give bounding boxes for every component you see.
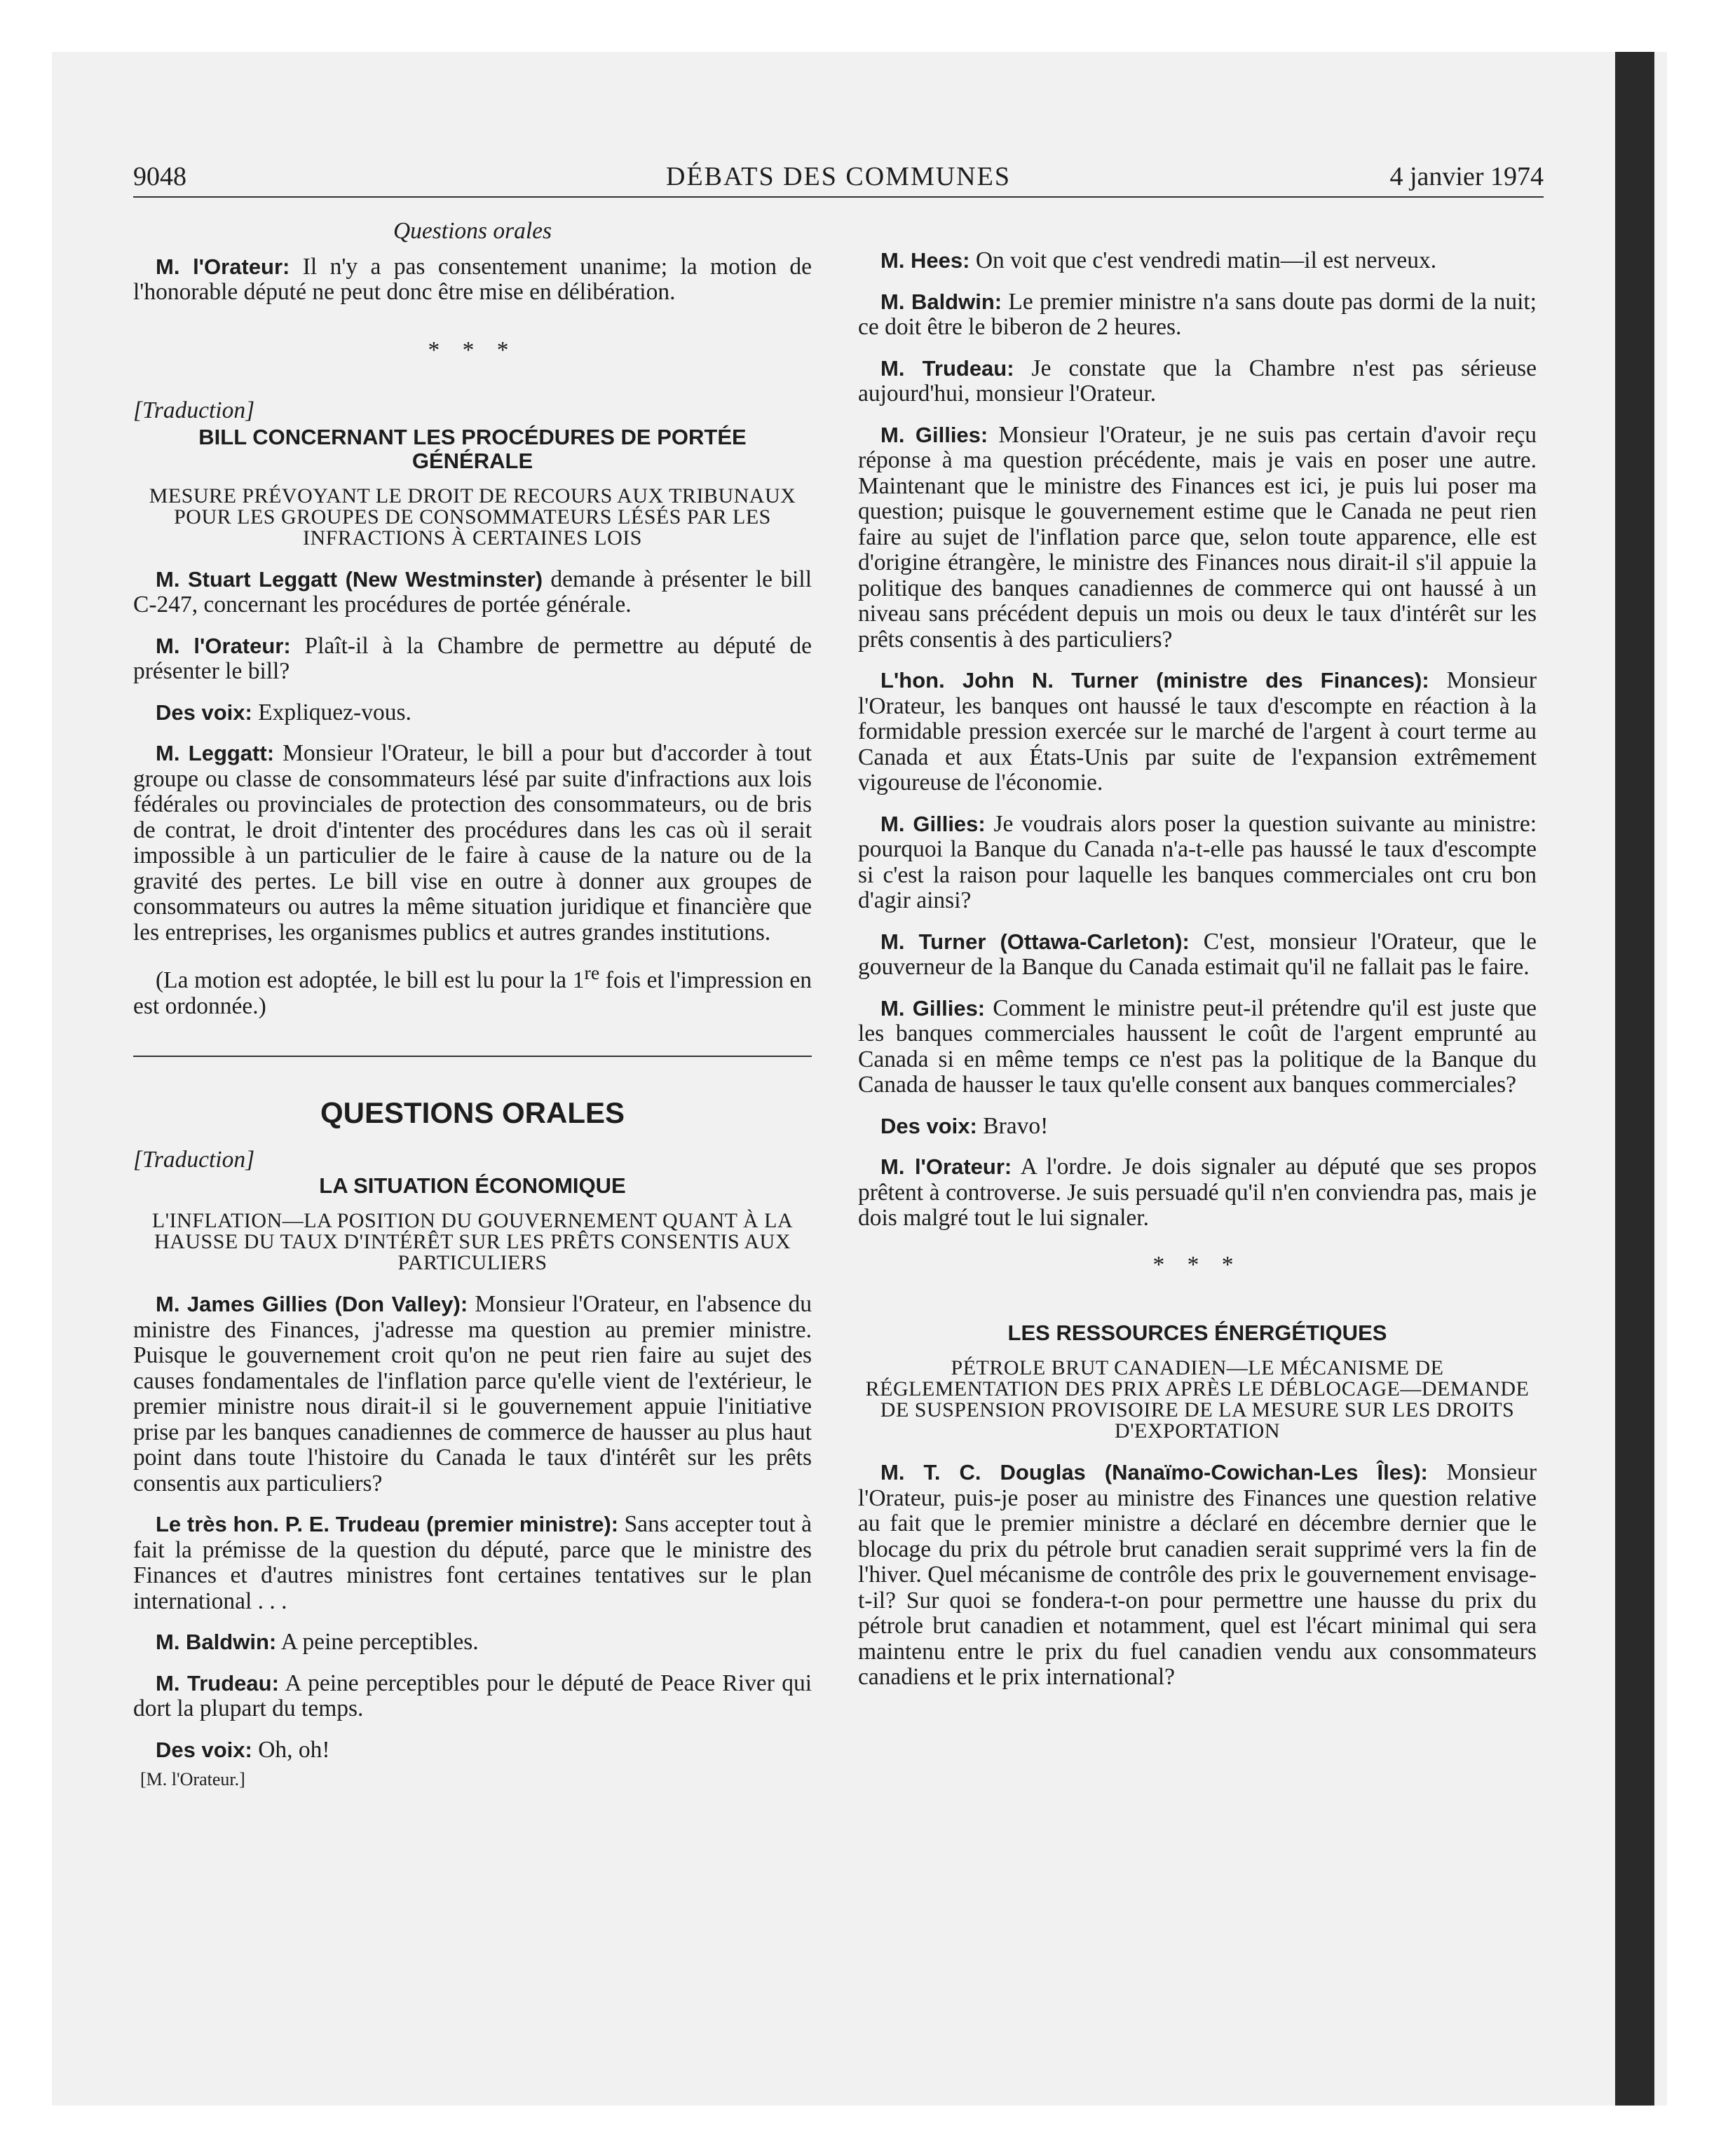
speech: Monsieur l'Orateur, puis-je poser au ministre des Finances une question relative au fait que le premier ministre a déclaré en décembre dernier que le blocage du prix du pétrole brut canadien serait supprimé vers la fin de l'hiver. Quel mécanisme de contrôle des prix le gouvernement envisage-t-il? Sur quoi se fondera-t-on pour permettre une hausse du prix du pétrole brut canadien et notamment, quel est l'écart minimal qui sera maintenu entre le prix du fuel canadien vendu aux consommateurs canadiens et le prix international? [858, 1459, 1537, 1690]
paragraph [133, 1671, 812, 1722]
paragraph [858, 668, 1537, 796]
speaker: M. l'Orateur: [156, 633, 291, 658]
section-subheading: MESURE PRÉVOYANT LE DROIT DE RECOURS AUX TRIBUNAUX POUR LES GROUPES DE CONSOMMATEURS LÉSÉS PAR LES INFRACTIONS À CERTAINES LOIS [149, 484, 796, 550]
paragraph [133, 700, 812, 726]
paragraph [133, 1738, 812, 1763]
speech: Bravo! [977, 1112, 1049, 1139]
speech: demande à présenter le bill C-247, concernant les procédures de portée générale. [133, 566, 812, 618]
speech: Je voudrais alors poser la question suivante au ministre: pourquoi la Banque du Canada n'a-t-elle pas haussé le taux d'escompte si c'est la raison pour laquelle les banques commerciales ont cru bon d'agir ainsi? [858, 810, 1537, 913]
speech: On voit que c'est vendredi matin—il est nerveux. [969, 247, 1437, 273]
major-heading: QUESTIONS ORALES [320, 1096, 625, 1130]
paragraph [858, 929, 1537, 981]
running-head: Questions orales [393, 218, 552, 244]
superscript: re [584, 962, 600, 984]
paragraph [858, 356, 1537, 407]
paragraph [858, 1154, 1537, 1231]
speech: Il n'y a pas consentement unanime; la motion de l'honorable député ne peut donc être mise en délibération. [133, 253, 812, 305]
paragraph [858, 1460, 1537, 1691]
paragraph [133, 741, 812, 946]
section-heading: BILL CONCERNANT LES PROCÉDURES DE PORTÉE GÉNÉRALE [198, 424, 747, 473]
section-subheading: PÉTROLE BRUT CANADIEN—LE MÉCANISME DE RÉGLEMENTATION DES PRIX APRÈS LE DÉBLOCAGE—DEMANDE DE SUSPENSION PROVISOIRE DE LA MESURE SUR LES DROITS D'EXPORTATION [865, 1356, 1530, 1442]
note-text: fois et l'impression en est ordonnée.) [133, 967, 812, 1019]
speaker: Des voix: [156, 1737, 252, 1762]
speech: A peine perceptibles pour le député de Peace River qui dort la plupart du temps. [133, 1670, 812, 1722]
speaker: M. Trudeau: [880, 355, 1014, 381]
section-separator: * * * [428, 336, 517, 363]
speaker: M. T. C. Douglas (Nanaïmo-Cowichan-Les Îles): [880, 1460, 1428, 1485]
speaker: Des voix: [156, 700, 252, 725]
page-number: 9048 [133, 162, 186, 191]
section-separator: * * * [1152, 1251, 1242, 1278]
paragraph [133, 1292, 812, 1496]
speech: Plaît-il à la Chambre de permettre au député de présenter le bill? [133, 632, 812, 684]
note-text: (La motion est adoptée, le bill est lu pour la 1 [156, 967, 585, 994]
speech: Monsieur l'Orateur, le bill a pour but d'accorder à tout groupe ou classe de consommateurs lésé par suite d'infractions aux lois fédérales ou provinciales de protection des consommateurs, ou de bris de contrat, le droit d'intenter des procédures dans les cas où il serait impossible à un particulier de le faire à cause de la nature ou de la gravité des pertes. Le bill vise en outre à donner aux groupes de consommateurs ou autres la même situation juridique et financière que les entreprises, les organismes publics et autres grandes institutions. [133, 740, 812, 946]
speech: C'est, monsieur l'Orateur, que le gouverneur de la Banque du Canada estimait qu'il ne fallait pas le faire. [858, 928, 1537, 980]
speech: Sans accepter tout à fait la prémisse de la question du député, parce que le ministre des Finances et d'autres ministres font certaines tentatives sur le plan international . . . [133, 1511, 812, 1614]
speaker: M. Gillies: [880, 811, 986, 836]
speaker: M. Gillies: [880, 422, 988, 447]
speaker: Des voix: [880, 1113, 977, 1138]
right-column [858, 248, 1537, 1706]
section-heading: LA SITUATION ÉCONOMIQUE [319, 1173, 626, 1199]
speaker: M. Gillies: [880, 995, 986, 1021]
procedural-note [133, 961, 812, 1019]
speaker: M. l'Orateur: [156, 254, 290, 279]
scan-edge [1615, 52, 1654, 2106]
speaker: L'hon. John N. Turner (ministre des Finances): [880, 668, 1429, 692]
section-heading: LES RESSOURCES ÉNERGÉTIQUES [1007, 1321, 1387, 1345]
speech: Monsieur l'Orateur, en l'absence du ministre des Finances, j'adresse ma question au premier ministre. Puisque le gouvernement croit qu'on ne peut rien faire au sujet des causes fondamentales de l'inflation parce qu'elle vient de l'extérieur, le premier ministre nous dirait-il si le gouvernement appuie l'initiative prise par les banques canadiennes de commerce de hausser au plus haut point dans toute l'histoire du Canada le taux d'intérêt sur les prêts consentis aux particuliers? [133, 1291, 812, 1496]
speaker: M. Stuart Leggatt (New Westminster) [156, 566, 543, 592]
speech: A peine perceptibles. [276, 1629, 479, 1656]
speech: Comment le ministre peut-il prétendre qu'il est juste que les banques commerciales haussent le coût de l'argent emprunté au Canada si en même temps ce n'est pas la politique de la Banque du Canada de hausser le taux qu'elle consent aux banques commerciales? [858, 995, 1537, 1098]
translation-note: [Traduction] [133, 1146, 255, 1173]
paragraph [133, 634, 812, 685]
speaker: M. Hees: [880, 248, 970, 273]
paragraph [133, 567, 812, 618]
section-subheading: L'INFLATION—LA POSITION DU GOUVERNEMENT QUANT À LA HAUSSE DU TAUX D'INTÉRÊT SUR LES PRÊTS CONSENTIS AUX PARTICULIERS [151, 1209, 794, 1275]
speaker: M. Turner (Ottawa-Carleton): [880, 929, 1190, 954]
journal-title: DÉBATS DES COMMUNES [666, 162, 1011, 191]
speech: Expliquez-vous. [252, 699, 411, 725]
left-column [133, 219, 812, 1793]
speech: A l'ordre. Je dois signaler au député que ses propos prêtent à controverse. Je suis persuadé qu'il n'en conviendra pas, mais je dois malgré tout le lui signaler. [858, 1154, 1537, 1231]
paragraph [133, 254, 812, 306]
speech: Oh, oh! [252, 1736, 330, 1763]
speaker: M. l'Orateur: [880, 1154, 1012, 1179]
translation-note: [Traduction] [133, 397, 255, 423]
speech: Monsieur l'Orateur, je ne suis pas certain d'avoir reçu réponse à ma question précédente, mais je vais en poser une autre. Maintenant que le ministre des Finances est ici, je puis lui poser ma question; puisque le gouvernement estime que le Canada ne peut rien faire au sujet de l'inflation parce que, selon toute apparence, elle est d'origine étrangère, le ministre des Finances nous dirait-il s'il appuie la politique des banques canadiennes de commerce qui ont haussé à un niveau sans précédent depuis un mois ou deux le taux d'intérêt sur les prêts consentis à des particuliers? [858, 421, 1537, 653]
speaker-note: [M. l'Orateur.] [140, 1769, 245, 1790]
paragraph [858, 289, 1537, 341]
paragraph [133, 1512, 812, 1614]
speaker: M. Baldwin: [156, 1630, 277, 1655]
paragraph [858, 248, 1537, 274]
speech: Le premier ministre n'a sans doute pas dormi de la nuit; ce doit être le biberon de 2 heures. [858, 288, 1537, 340]
paragraph [858, 996, 1537, 1098]
speaker: M. Trudeau: [156, 1670, 279, 1696]
paragraph [858, 423, 1537, 653]
speaker: M. Leggatt: [156, 741, 275, 765]
speaker: M. Baldwin: [880, 289, 1002, 314]
speaker: M. James Gillies (Don Valley): [156, 1292, 468, 1317]
paragraph [858, 1114, 1537, 1140]
page-header [133, 161, 1544, 198]
speaker: Le très hon. P. E. Trudeau (premier ministre): [156, 1512, 619, 1537]
paragraph [858, 812, 1537, 914]
page-date: 4 janvier 1974 [1389, 162, 1544, 191]
speech: Je constate que la Chambre n'est pas sérieuse aujourd'hui, monsieur l'Orateur. [858, 355, 1537, 407]
paragraph [133, 1630, 812, 1656]
section-rule [133, 1056, 812, 1057]
speech: Monsieur l'Orateur, les banques ont haussé le taux d'escompte en réaction à la formidable pression exercée sur le marché de l'argent à court terme au Canada et aux États-Unis par suite de l'expansion extrêmement vigoureuse de l'économie. [858, 667, 1537, 796]
